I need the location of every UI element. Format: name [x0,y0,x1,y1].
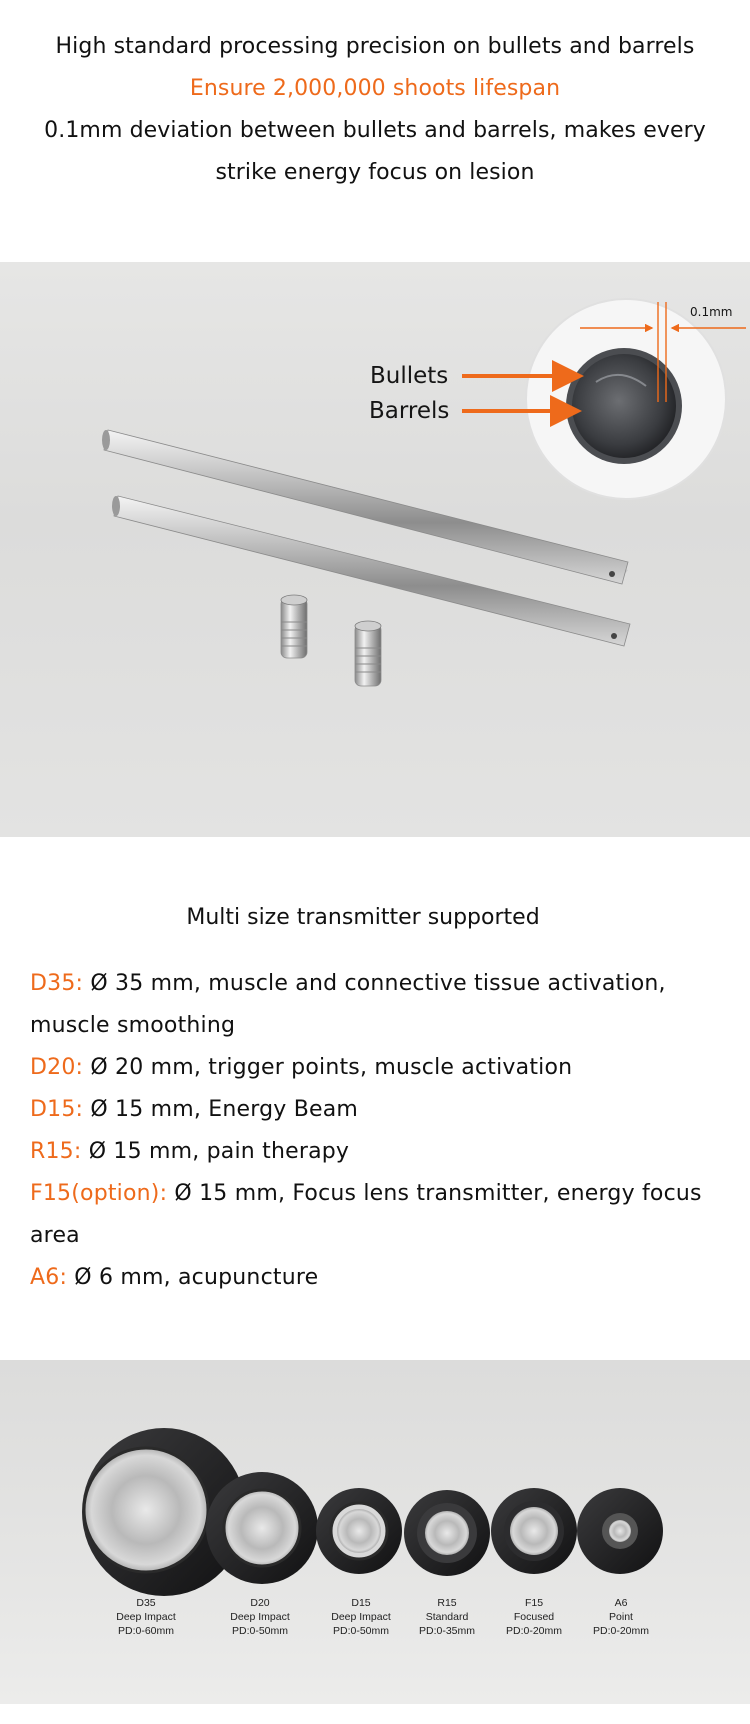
size-description: Ø 20 mm, trigger points, muscle activation [83,1055,573,1080]
magnified-detail [526,299,746,499]
transmitter-a6 [577,1488,663,1574]
size-code: D20: [30,1055,84,1080]
size-description: Ø 6 mm, acupuncture [67,1265,319,1290]
intro-line-1: High standard processing precision on bullets and barrels [55,34,695,59]
precision-intro [0,26,750,194]
transmitter-label-d35 [91,1596,201,1638]
size-code: D35: [30,971,84,996]
transmitter-name: D20 [250,1597,270,1609]
size-description: Ø 15 mm, pain therapy [81,1139,350,1164]
transmitter-depth: PD:0-50mm [231,1625,288,1637]
size-description: Ø 35 mm, muscle and connective tissue activation, muscle smoothing [30,971,666,1038]
transmitter-name: R15 [437,1597,457,1609]
transmitter-d15 [316,1488,402,1574]
transmitter-type: Focused [513,1611,555,1623]
size-code: F15(option): [30,1181,168,1206]
transmitter-name: D15 [351,1597,371,1609]
transmitter-label-a6 [566,1596,676,1638]
transmitter-type: Deep Impact [331,1611,391,1623]
gap-measure-label: 0.1mm [690,305,733,319]
size-item-a6 [30,1257,742,1299]
intro-line-3: 0.1mm deviation between bullets and barrels, makes every [44,118,706,143]
sizes-title: Multi size transmitter supported [186,905,540,930]
transmitter-name: F15 [524,1597,544,1609]
transmitter-name: A6 [614,1597,628,1609]
transmitter-d20 [206,1472,318,1584]
size-code: R15: [30,1139,82,1164]
transmitter-type: Point [609,1611,633,1623]
transmitter-depth: PD:0-20mm [505,1625,562,1637]
size-item-d15 [30,1089,742,1131]
size-item-d20 [30,1047,742,1089]
transmitter-r15 [404,1490,490,1576]
size-item-r15 [30,1131,742,1173]
intro-line-4: strike energy focus on lesion [215,160,535,185]
transmitter-type: Deep Impact [116,1611,176,1623]
barrels-label: Barrels [369,398,450,424]
transmitter-type: Standard [425,1611,469,1623]
bullet-right [355,621,381,686]
transmitter-depth: PD:0-60mm [117,1625,174,1637]
transmitter-size-list [30,963,742,1299]
transmitters-illustration [0,1360,750,1704]
bullets-barrels-illustration [0,262,750,837]
transmitter-name: D35 [136,1597,156,1609]
size-code: D15: [30,1097,84,1122]
transmitter-depth: PD:0-20mm [592,1625,649,1637]
size-item-d35 [30,963,742,1047]
size-item-f15 [30,1173,742,1257]
transmitter-type: Deep Impact [230,1611,290,1623]
transmitters-photo [0,1360,750,1704]
transmitter-depth: PD:0-50mm [332,1625,389,1637]
size-description: Ø 15 mm, Energy Beam [83,1097,359,1122]
transmitter-label-d20 [205,1596,315,1638]
transmitter-depth: PD:0-35mm [418,1625,475,1637]
bullets-label: Bullets [370,363,449,389]
size-description: Ø 15 mm, Focus lens transmitter, energy focus area [30,1181,702,1248]
bullets-barrels-photo [0,262,750,837]
bullet-left [281,595,307,658]
intro-lifespan-highlight: Ensure 2,000,000 shoots lifespan [189,76,561,101]
transmitter-f15 [491,1488,577,1574]
size-code: A6: [30,1265,68,1290]
